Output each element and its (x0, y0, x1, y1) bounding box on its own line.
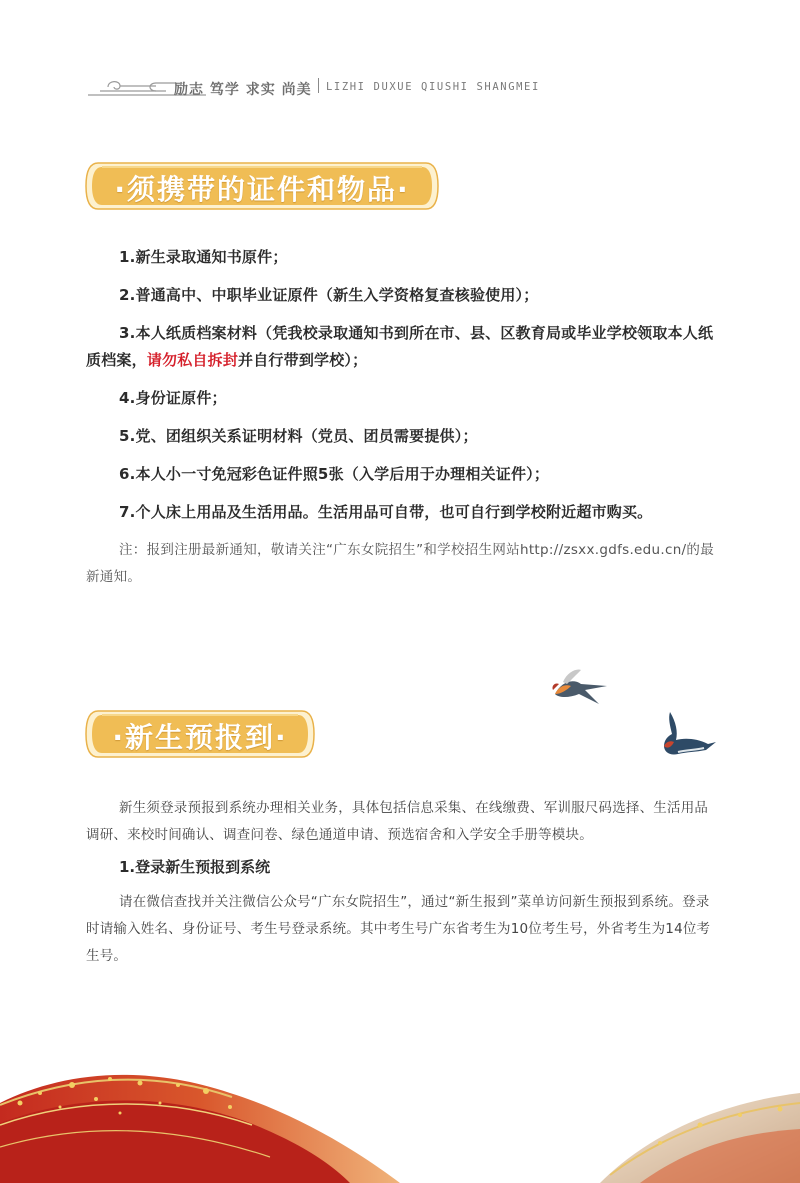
header-divider (318, 78, 319, 93)
required-items-list (86, 244, 726, 537)
registration-note: 注：报到注册最新通知，敬请关注“广东女院招生”和学校招生网站http://zsxx.gdfs.edu.cn/的最新通知。 (86, 542, 714, 585)
swallow-bird-icon (656, 708, 718, 766)
list-item: 2.普通高中、中职毕业证原件（新生入学资格复查核验使用）； (119, 286, 539, 304)
section-banner-pre-registration (84, 709, 316, 759)
item-text: 并自行带到学校）； (238, 351, 368, 369)
decorative-wave-footer (0, 1063, 800, 1183)
warning-highlight: 请勿私自拆封 (146, 351, 239, 369)
swallow-bird-icon (547, 664, 611, 708)
subsection-heading: 1.登录新生预报到系统 (119, 858, 271, 876)
section-title: ·新生预报到· (112, 721, 288, 754)
list-item: 5.党、团组织关系证明材料（党员、团员需要提供）； (119, 427, 478, 445)
list-item (86, 320, 726, 374)
list-item: 1.新生录取通知书原件； (119, 248, 288, 266)
list-item: 6.本人小一寸免冠彩色证件照5张（入学后用于办理相关证件）； (119, 465, 550, 483)
section-title: ·须携带的证件和物品· (114, 173, 410, 206)
login-instructions: 请在微信查找并关注微信公众号“广东女院招生”，通过“新生报到”菜单访问新生预报到系统。登录时请输入姓名、身份证号、考生号登录系统。其中考生号广东省考生为10位考生号，外省考生为14位考生号。 (86, 894, 711, 964)
motto-chinese: 励志 笃学 求实 尚美 (174, 82, 312, 98)
page-header (86, 74, 546, 100)
item-text: 3.本人纸质档案材料（凭我校录取通知书到所在市、县、区教育局或毕业学校领取本人纸质档案， (86, 324, 714, 369)
motto-english: LIZHI DUXUE QIUSHI SHANGMEI (326, 81, 540, 93)
section-banner-documents (84, 161, 440, 211)
list-item: 4.身份证原件； (119, 389, 227, 407)
list-item: 7.个人床上用品及生活用品。生活用品可自带，也可自行到学校附近超市购买。 (119, 503, 653, 521)
pre-registration-intro: 新生须登录预报到系统办理相关业务，具体包括信息采集、在线缴费、军训服尺码选择、生活用品调研、来校时间确认、调查问卷、绿色通道申请、预选宿舍和入学安全手册等模块。 (86, 800, 709, 843)
